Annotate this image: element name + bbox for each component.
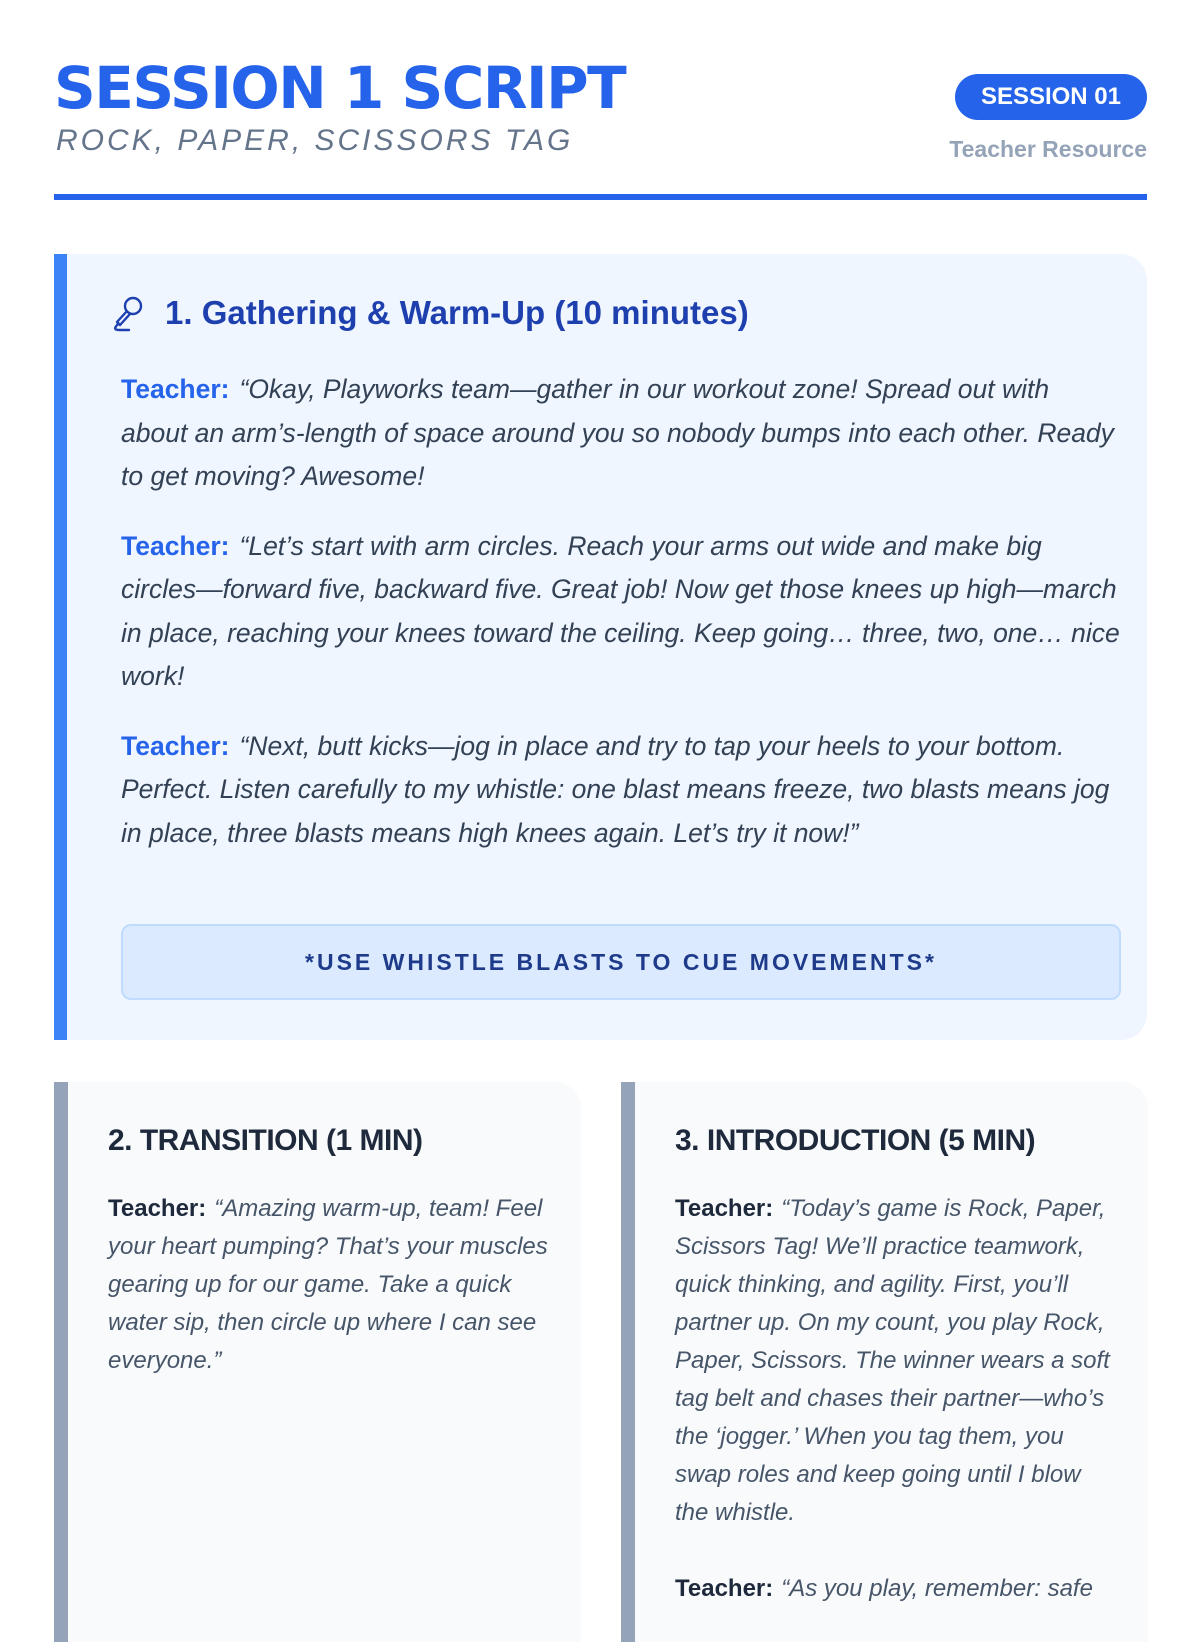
script-text: “Okay, Playworks team—gather in our workout zone! Spread out with about an arm’s-length of space around you so nobody bumps into each other. Ready to get moving? Awesome! — [121, 374, 1114, 491]
section-introduction — [621, 1082, 1148, 1642]
script-text: “Amazing warm-up, team! Feel your heart pumping? That’s your muscles gearing up for our game. Take a quick water sip, then circle up where I can see everyone.” — [108, 1195, 548, 1374]
speaker-label: Teacher: — [675, 1195, 774, 1222]
session-badge: SESSION 01 — [955, 74, 1147, 120]
section-introduction-title: 3. INTRODUCTION (5 MIN) — [675, 1124, 1036, 1157]
whistle-note: *USE WHISTLE BLASTS TO CUE MOVEMENTS* — [121, 924, 1121, 1000]
section-introduction-text — [675, 1190, 1115, 1608]
microphone-icon — [109, 294, 147, 332]
script-line — [121, 368, 1121, 881]
header-divider — [54, 194, 1147, 200]
page-title: SESSION 1 SCRIPT — [54, 54, 626, 122]
speaker-label: Teacher: — [121, 374, 230, 404]
resource-label: Teacher Resource — [949, 136, 1147, 162]
script-text: “As you play, remember: safe — [781, 1575, 1093, 1602]
script-text: “Let’s start with arm circles. Reach your arms out wide and make big circles—forward five, backward five. Great job! Now get those knees up high—march in place, reaching your knees toward the ceiling. Keep going… three, two, one… nice work! — [121, 530, 1120, 691]
script-text: “Today’s game is Rock, Paper, Scissors Tag! We’ll practice teamwork, quick thinking, and agility. First, you’ll partner up. On my count, you play Rock, Paper, Scissors. The winner wears a soft tag belt and chases their partner—who’s the ‘jogger.’ When you tag them, you swap roles and keep going until I blow the whistle. — [675, 1195, 1110, 1526]
section-warm-up-heading — [109, 294, 749, 332]
document-page — [54, 0, 1147, 1602]
section-warm-up-title: 1. Gathering & Warm-Up (10 minutes) — [165, 294, 749, 331]
section-warm-up — [54, 254, 1147, 1040]
speaker-label: Teacher: — [675, 1575, 774, 1602]
section-transition — [54, 1082, 581, 1642]
speaker-label: Teacher: — [121, 530, 230, 561]
page-subtitle: ROCK, PAPER, SCISSORS TAG — [56, 124, 574, 157]
speaker-label: Teacher: — [121, 730, 230, 761]
section-transition-text — [108, 1190, 548, 1380]
speaker-label: Teacher: — [108, 1195, 207, 1222]
section-transition-title: 2. TRANSITION (1 MIN) — [108, 1124, 423, 1157]
header — [54, 0, 1147, 200]
script-text: “Next, butt kicks—jog in place and try to tap your heels to your bottom. Perfect. Listen carefully to my whistle: one blast means freeze, two blasts means jog in place, three blasts means high knees again. Let’s try it now!” — [121, 730, 1110, 848]
